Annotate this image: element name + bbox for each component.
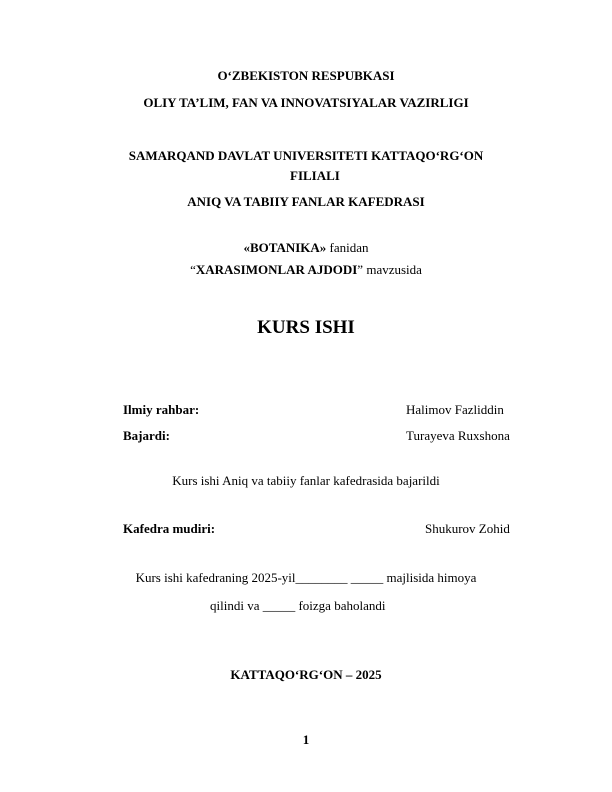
place-year: KATTAQO‘RG‘ON – 2025 <box>230 667 382 682</box>
subject-line <box>0 240 612 256</box>
university-heading-line1: SAMARQAND DAVLAT UNIVERSITETI KATTAQO‘RG‘ON <box>128 148 484 163</box>
topic-close-quote: ” <box>357 262 364 277</box>
topic-suffix: mavzusida <box>363 262 422 277</box>
topic-line <box>0 262 612 278</box>
republic-heading: O‘ZBEKISTON RESPUBKASI <box>217 68 395 83</box>
performer-label: Bajardi: <box>123 428 170 443</box>
advisor-label: Ilmiy rahbar: <box>123 402 200 417</box>
head-name: Shukurov Zohid <box>425 521 510 536</box>
performer-name: Turayeva Ruxshona <box>406 428 510 443</box>
page-number: 1 <box>302 732 310 747</box>
topic-name: XARASIMONLAR AJDODI <box>195 262 358 277</box>
completion-note: Kurs ishi Aniq va tabiiy fanlar kafedrasida bajarildi <box>172 473 440 488</box>
defense-line1: Kurs ishi kafedraning 2025-yil________ _____ majlisida himoya <box>135 570 477 585</box>
head-label: Kafedra mudiri: <box>123 521 216 536</box>
university-heading-line2: FILIALI <box>290 168 340 183</box>
ministry-heading: OLIY TA’LIM, FAN VA INNOVATSIYALAR VAZIRLIGI <box>143 95 469 110</box>
advisor-name: Halimov Fazliddin <box>406 402 504 417</box>
subject-name: «BOTANIKA» <box>243 240 327 255</box>
topic-open-quote: “ <box>190 262 196 277</box>
defense-line2: qilindi va _____ foizga baholandi <box>210 598 386 613</box>
department-heading: ANIQ VA TABIIY FANLAR KAFEDRASI <box>187 194 425 209</box>
subject-suffix: fanidan <box>326 240 369 255</box>
document-type-title: KURS ISHI <box>257 317 355 338</box>
